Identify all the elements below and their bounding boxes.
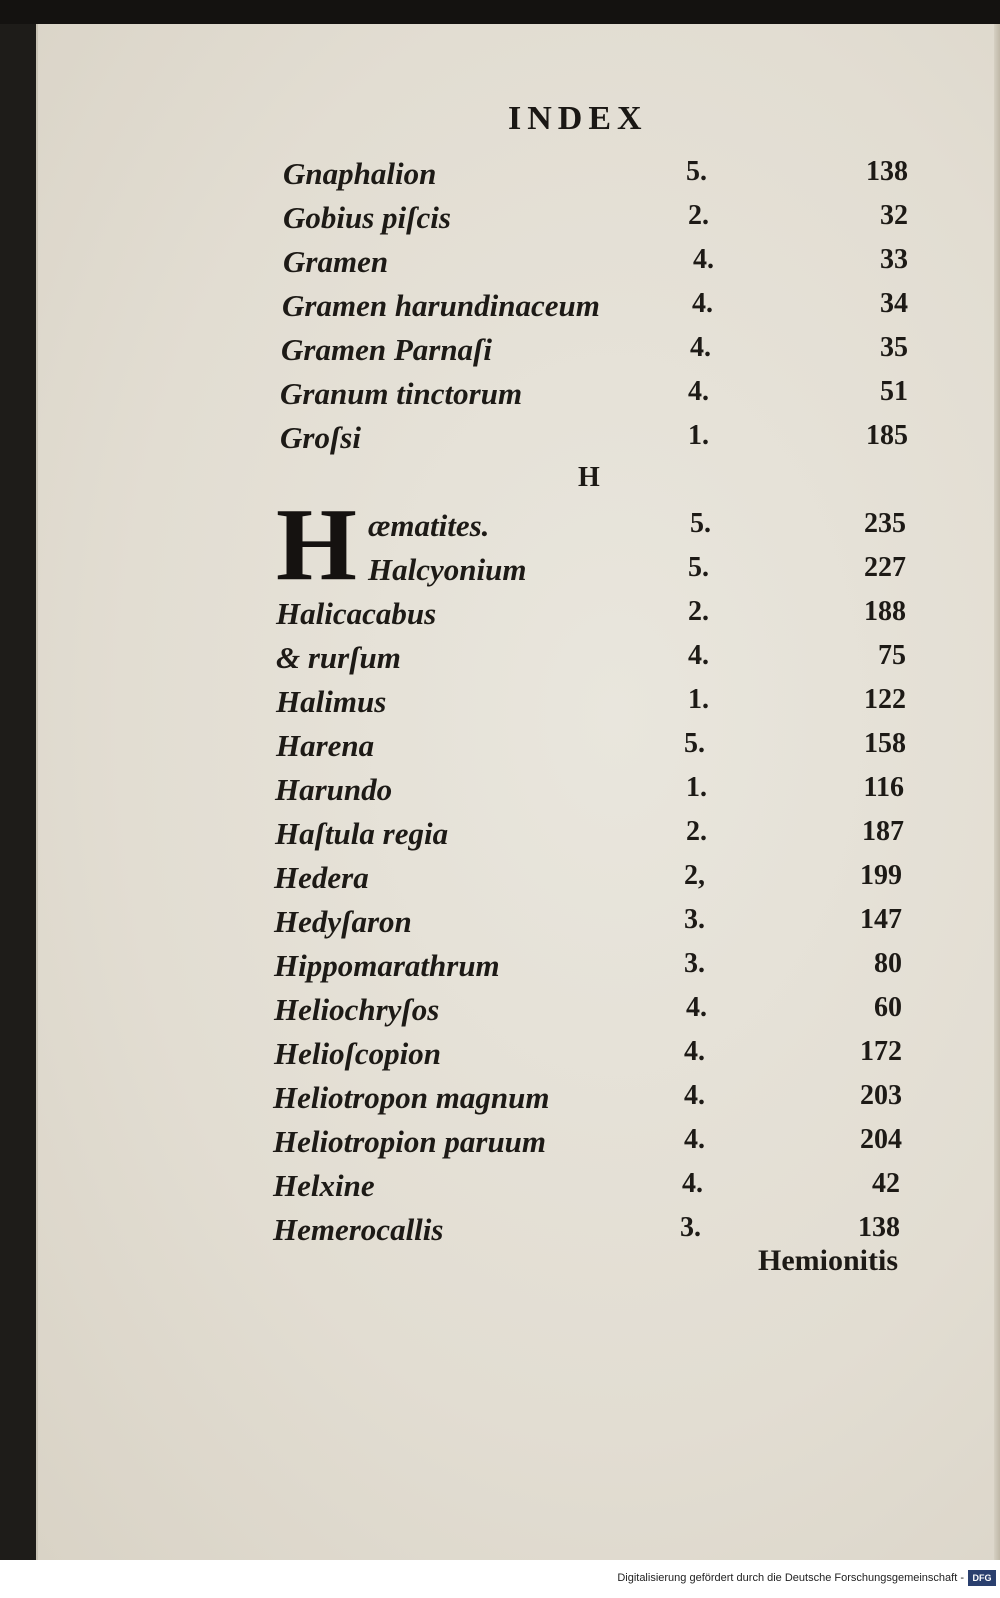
entry-page: 147 bbox=[860, 904, 902, 935]
entry-term: Groſsi bbox=[280, 420, 361, 455]
entry-term: Hemerocallis bbox=[273, 1212, 444, 1247]
entry-term: Hippomarathrum bbox=[274, 948, 500, 983]
entry-term: Gramen bbox=[283, 244, 389, 279]
top-dark-strip bbox=[0, 0, 1000, 24]
entry-book: 2. bbox=[688, 200, 709, 231]
entry-term: Haſtula regia bbox=[275, 816, 449, 851]
entry-book: 3. bbox=[680, 1212, 701, 1243]
entry-term: Heliochryſos bbox=[274, 992, 440, 1027]
index-entry bbox=[38, 1124, 1000, 1164]
entry-term: Halimus bbox=[276, 684, 387, 719]
entry-book: 4. bbox=[693, 244, 714, 275]
index-entry bbox=[38, 1036, 1000, 1076]
entry-page: 185 bbox=[866, 420, 908, 451]
entry-book: 4. bbox=[692, 288, 713, 319]
index-entry bbox=[38, 596, 1000, 636]
entry-page: 75 bbox=[878, 640, 906, 671]
index-entry bbox=[38, 420, 1000, 460]
entry-page: 122 bbox=[864, 684, 906, 715]
entry-book: 3. bbox=[684, 904, 705, 935]
entry-page: 227 bbox=[864, 552, 906, 583]
entry-term: Hedyſaron bbox=[274, 904, 412, 939]
entry-book: 4. bbox=[686, 992, 707, 1023]
entry-term: æmatites. bbox=[368, 508, 490, 543]
entry-term: Heliotropon magnum bbox=[273, 1080, 550, 1115]
entry-term: Harundo bbox=[275, 772, 393, 807]
book-page bbox=[36, 24, 1000, 1560]
entry-book: 4. bbox=[688, 640, 709, 671]
section-letter: H bbox=[578, 462, 600, 493]
entry-book: 4. bbox=[684, 1036, 705, 1067]
entry-page: 34 bbox=[880, 288, 908, 319]
entry-page: 235 bbox=[864, 508, 906, 539]
index-entry bbox=[38, 1168, 1000, 1208]
entry-book: 4. bbox=[688, 376, 709, 407]
index-entry bbox=[38, 552, 1000, 592]
entry-term: Halicacabus bbox=[276, 596, 437, 631]
index-entry bbox=[38, 904, 1000, 944]
entry-book: 4. bbox=[682, 1168, 703, 1199]
dropcap-letter: H bbox=[276, 487, 357, 602]
entry-book: 1. bbox=[688, 420, 709, 451]
entry-page: 32 bbox=[880, 200, 908, 231]
index-entry bbox=[38, 684, 1000, 724]
index-entry bbox=[38, 640, 1000, 680]
entry-term: Harena bbox=[276, 728, 375, 763]
index-entry bbox=[38, 244, 1000, 284]
footer-bar bbox=[0, 1560, 1000, 1598]
entry-page: 172 bbox=[860, 1036, 902, 1067]
entry-term: Gramen Parnaſi bbox=[281, 332, 492, 367]
footer-credit: Digitalisierung gefördert durch die Deutsche Forschungsgemeinschaft - bbox=[617, 1572, 964, 1584]
entry-term: & rurſum bbox=[276, 640, 401, 675]
index-entry bbox=[38, 728, 1000, 768]
entry-page: 158 bbox=[864, 728, 906, 759]
entry-book: 2. bbox=[688, 596, 709, 627]
entry-book: 5. bbox=[688, 552, 709, 583]
entry-term: Halcyonium bbox=[368, 552, 527, 587]
entry-term: Granum tinctorum bbox=[280, 376, 523, 411]
entry-term: Helioſcopion bbox=[274, 1036, 442, 1071]
entry-book: 5. bbox=[690, 508, 711, 539]
entry-page: 203 bbox=[860, 1080, 902, 1111]
entry-term: Gramen harundinaceum bbox=[282, 288, 600, 323]
entry-book: 4. bbox=[684, 1124, 705, 1155]
entry-page: 187 bbox=[862, 816, 904, 847]
entry-term: Helxine bbox=[273, 1168, 375, 1203]
entry-book: 4. bbox=[684, 1080, 705, 1111]
index-entry bbox=[38, 332, 1000, 372]
index-entry bbox=[38, 156, 1000, 196]
entry-page: 33 bbox=[880, 244, 908, 275]
page-header: INDEX bbox=[508, 100, 648, 137]
entry-book: 4. bbox=[690, 332, 711, 363]
entry-book: 5. bbox=[686, 156, 707, 187]
entry-page: 80 bbox=[874, 948, 902, 979]
entry-page: 42 bbox=[872, 1168, 900, 1199]
entry-book: 3. bbox=[684, 948, 705, 979]
entry-page: 199 bbox=[860, 860, 902, 891]
index-entry bbox=[38, 816, 1000, 856]
entry-term: Heliotropion paruum bbox=[273, 1124, 547, 1159]
dfg-logo[interactable]: DFG bbox=[968, 1570, 996, 1586]
entry-page: 116 bbox=[863, 772, 904, 803]
entry-book: 2, bbox=[684, 860, 705, 891]
index-entry bbox=[38, 200, 1000, 240]
entry-page: 188 bbox=[864, 596, 906, 627]
index-entry bbox=[38, 992, 1000, 1032]
catchword: Hemionitis bbox=[758, 1244, 898, 1277]
entry-term: Hedera bbox=[274, 860, 369, 895]
index-entry bbox=[38, 288, 1000, 328]
entry-term: Gobius piſcis bbox=[283, 200, 451, 235]
entry-page: 204 bbox=[860, 1124, 902, 1155]
index-entry bbox=[38, 376, 1000, 416]
index-entry bbox=[38, 948, 1000, 988]
entry-term: Gnaphalion bbox=[283, 156, 437, 191]
index-entry bbox=[38, 860, 1000, 900]
entry-book: 1. bbox=[688, 684, 709, 715]
entry-book: 2. bbox=[686, 816, 707, 847]
entry-page: 60 bbox=[874, 992, 902, 1023]
index-entry bbox=[38, 772, 1000, 812]
entry-page: 51 bbox=[880, 376, 908, 407]
index-entry bbox=[38, 1080, 1000, 1120]
entry-book: 1. bbox=[686, 772, 707, 803]
entry-page: 138 bbox=[866, 156, 908, 187]
entry-page: 35 bbox=[880, 332, 908, 363]
entry-book: 5. bbox=[684, 728, 705, 759]
index-entry bbox=[38, 508, 1000, 548]
entry-page: 138 bbox=[858, 1212, 900, 1243]
